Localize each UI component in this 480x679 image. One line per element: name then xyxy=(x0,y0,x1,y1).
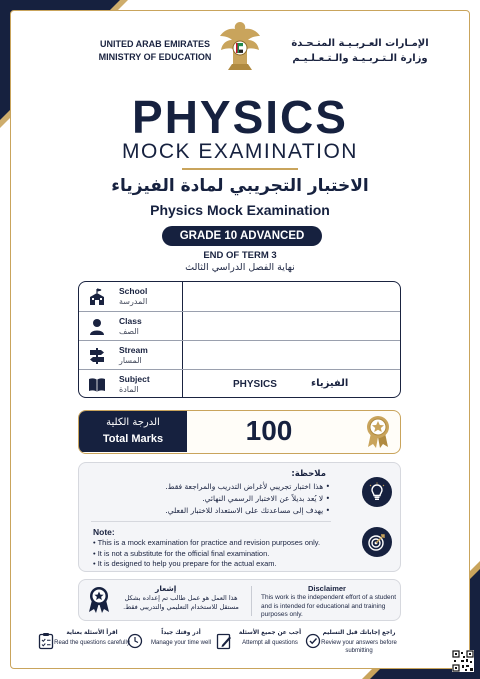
disclaimer-text-ar: هذا العمل هو عمل طالب تم إعداده بشكل مستقل للاستخدام التعليمي والتدريبي فقط. xyxy=(123,594,239,611)
info-row-school xyxy=(79,282,401,311)
subject-value-ar: الفيزياء xyxy=(311,378,349,389)
total-marks-label xyxy=(79,411,187,452)
uae-emblem-logo xyxy=(218,18,262,74)
disclaimer-title-ar: إشعار xyxy=(155,584,177,593)
info-label-ar: المادة xyxy=(119,385,139,394)
tip-review-answers xyxy=(305,630,397,664)
qr-code xyxy=(452,650,474,672)
header-english xyxy=(80,38,230,64)
notes-panel xyxy=(78,462,401,572)
school-icon xyxy=(88,288,106,306)
tip-label-en: Manage your time well xyxy=(150,640,212,646)
tip-manage-time xyxy=(127,630,219,664)
tip-label-ar: اقرأ الأسئلة بعناية xyxy=(66,630,118,636)
disclaimer-panel xyxy=(78,579,401,621)
info-label xyxy=(79,370,183,398)
ministry-name-en: MINISTRY OF EDUCATION xyxy=(98,52,212,62)
note-divider xyxy=(91,521,331,522)
info-label-ar: المسار xyxy=(119,356,142,365)
subject-value-en: PHYSICS xyxy=(233,379,277,390)
note-title-ar: ملاحظة: xyxy=(291,469,326,479)
lightbulb-icon xyxy=(362,477,392,507)
note-item-en: • It is designed to help you prepare for the actual exam. xyxy=(93,559,343,570)
tip-label-en: Review your answers before submitting xyxy=(321,640,397,654)
note-item-en: • This is a mock examination for practice and revision purposes only. xyxy=(93,538,343,549)
clock-icon xyxy=(127,632,143,650)
tip-label-ar: أجب عن جميع الأسئلة xyxy=(238,630,302,636)
tip-read-questions xyxy=(38,630,130,664)
info-label-en: Subject xyxy=(119,374,150,384)
book-icon xyxy=(88,376,106,394)
total-marks-label-ar: الدرجة الكلية xyxy=(106,417,160,428)
tip-attempt-all xyxy=(216,630,308,664)
total-marks-label-en: Total Marks xyxy=(102,433,164,445)
info-row-stream xyxy=(79,340,401,369)
page-title: PHYSICS xyxy=(132,91,348,143)
info-label xyxy=(79,312,183,341)
student-info-table xyxy=(78,281,401,398)
term-label-ar: نهاية الفصل الدراسي الثالث xyxy=(185,262,295,273)
medal-icon xyxy=(365,415,391,449)
tip-label-ar: راجع إجاباتك قبل التسليم xyxy=(322,630,396,636)
title-english: Physics Mock Examination xyxy=(150,202,330,218)
info-label xyxy=(79,341,183,370)
total-marks-value: 100 xyxy=(245,415,293,446)
tip-label-ar: أدر وقتك جيداً xyxy=(161,630,201,636)
note-item-ar: • هذا اختبار تجريبي لأغراض التدريب والمراجعة فقط. xyxy=(110,481,330,493)
header-arabic xyxy=(290,36,430,66)
note-item-ar: • لا يُعد بديلاً عن الاختبار الرسمي النهائي. xyxy=(110,493,330,505)
award-badge-icon xyxy=(87,586,111,614)
info-row-subject xyxy=(79,369,401,398)
check-circle-icon xyxy=(305,632,321,650)
tip-label-en: Read the questions carefully xyxy=(54,640,130,646)
info-label-en: School xyxy=(119,286,148,296)
signpost-icon xyxy=(88,347,106,365)
total-marks-box xyxy=(78,410,401,454)
info-row-class xyxy=(79,311,401,340)
ministry-name-ar: وزارة الـتـربـيـة والـتـعـلـيـم xyxy=(292,53,428,64)
country-name-ar: الإمـارات العـربـيـة المتـحـدة xyxy=(291,38,429,49)
note-item-en: • It is not a substitute for the official final examination. xyxy=(93,549,343,560)
term-label-en: END OF TERM 3 xyxy=(203,250,277,261)
info-label-ar: المدرسة xyxy=(119,297,148,306)
grade-badge: GRADE 10 ADVANCED xyxy=(162,226,322,246)
pencil-icon xyxy=(216,632,232,650)
person-icon xyxy=(88,318,106,336)
note-list-en xyxy=(93,538,343,570)
note-title-en: Note: xyxy=(93,527,115,537)
note-list-ar xyxy=(110,481,330,517)
title-arabic: الاختبار التجريبي لمادة الفيزياء xyxy=(111,176,369,196)
info-label-en: Class xyxy=(119,316,142,326)
disclaimer-divider xyxy=(251,586,252,616)
note-item-ar: • يهدف إلى مساعدتك على الاستعداد للاختبار الفعلي. xyxy=(110,505,330,517)
tip-label-en: Attempt all questions xyxy=(242,640,298,646)
target-icon xyxy=(362,527,392,557)
disclaimer-title-en: Disclaimer xyxy=(308,584,346,593)
disclaimer-text-en: This work is the independent effort of a student and is intended for educational and training purposes only. xyxy=(261,594,397,618)
info-label-ar: الصف xyxy=(119,327,139,336)
info-label-en: Stream xyxy=(119,345,148,355)
info-label xyxy=(79,282,183,311)
page-subtitle: MOCK EXAMINATION xyxy=(122,140,358,163)
country-name-en: UNITED ARAB EMIRATES xyxy=(100,39,210,49)
checklist-icon xyxy=(38,632,54,650)
title-divider xyxy=(182,168,298,170)
